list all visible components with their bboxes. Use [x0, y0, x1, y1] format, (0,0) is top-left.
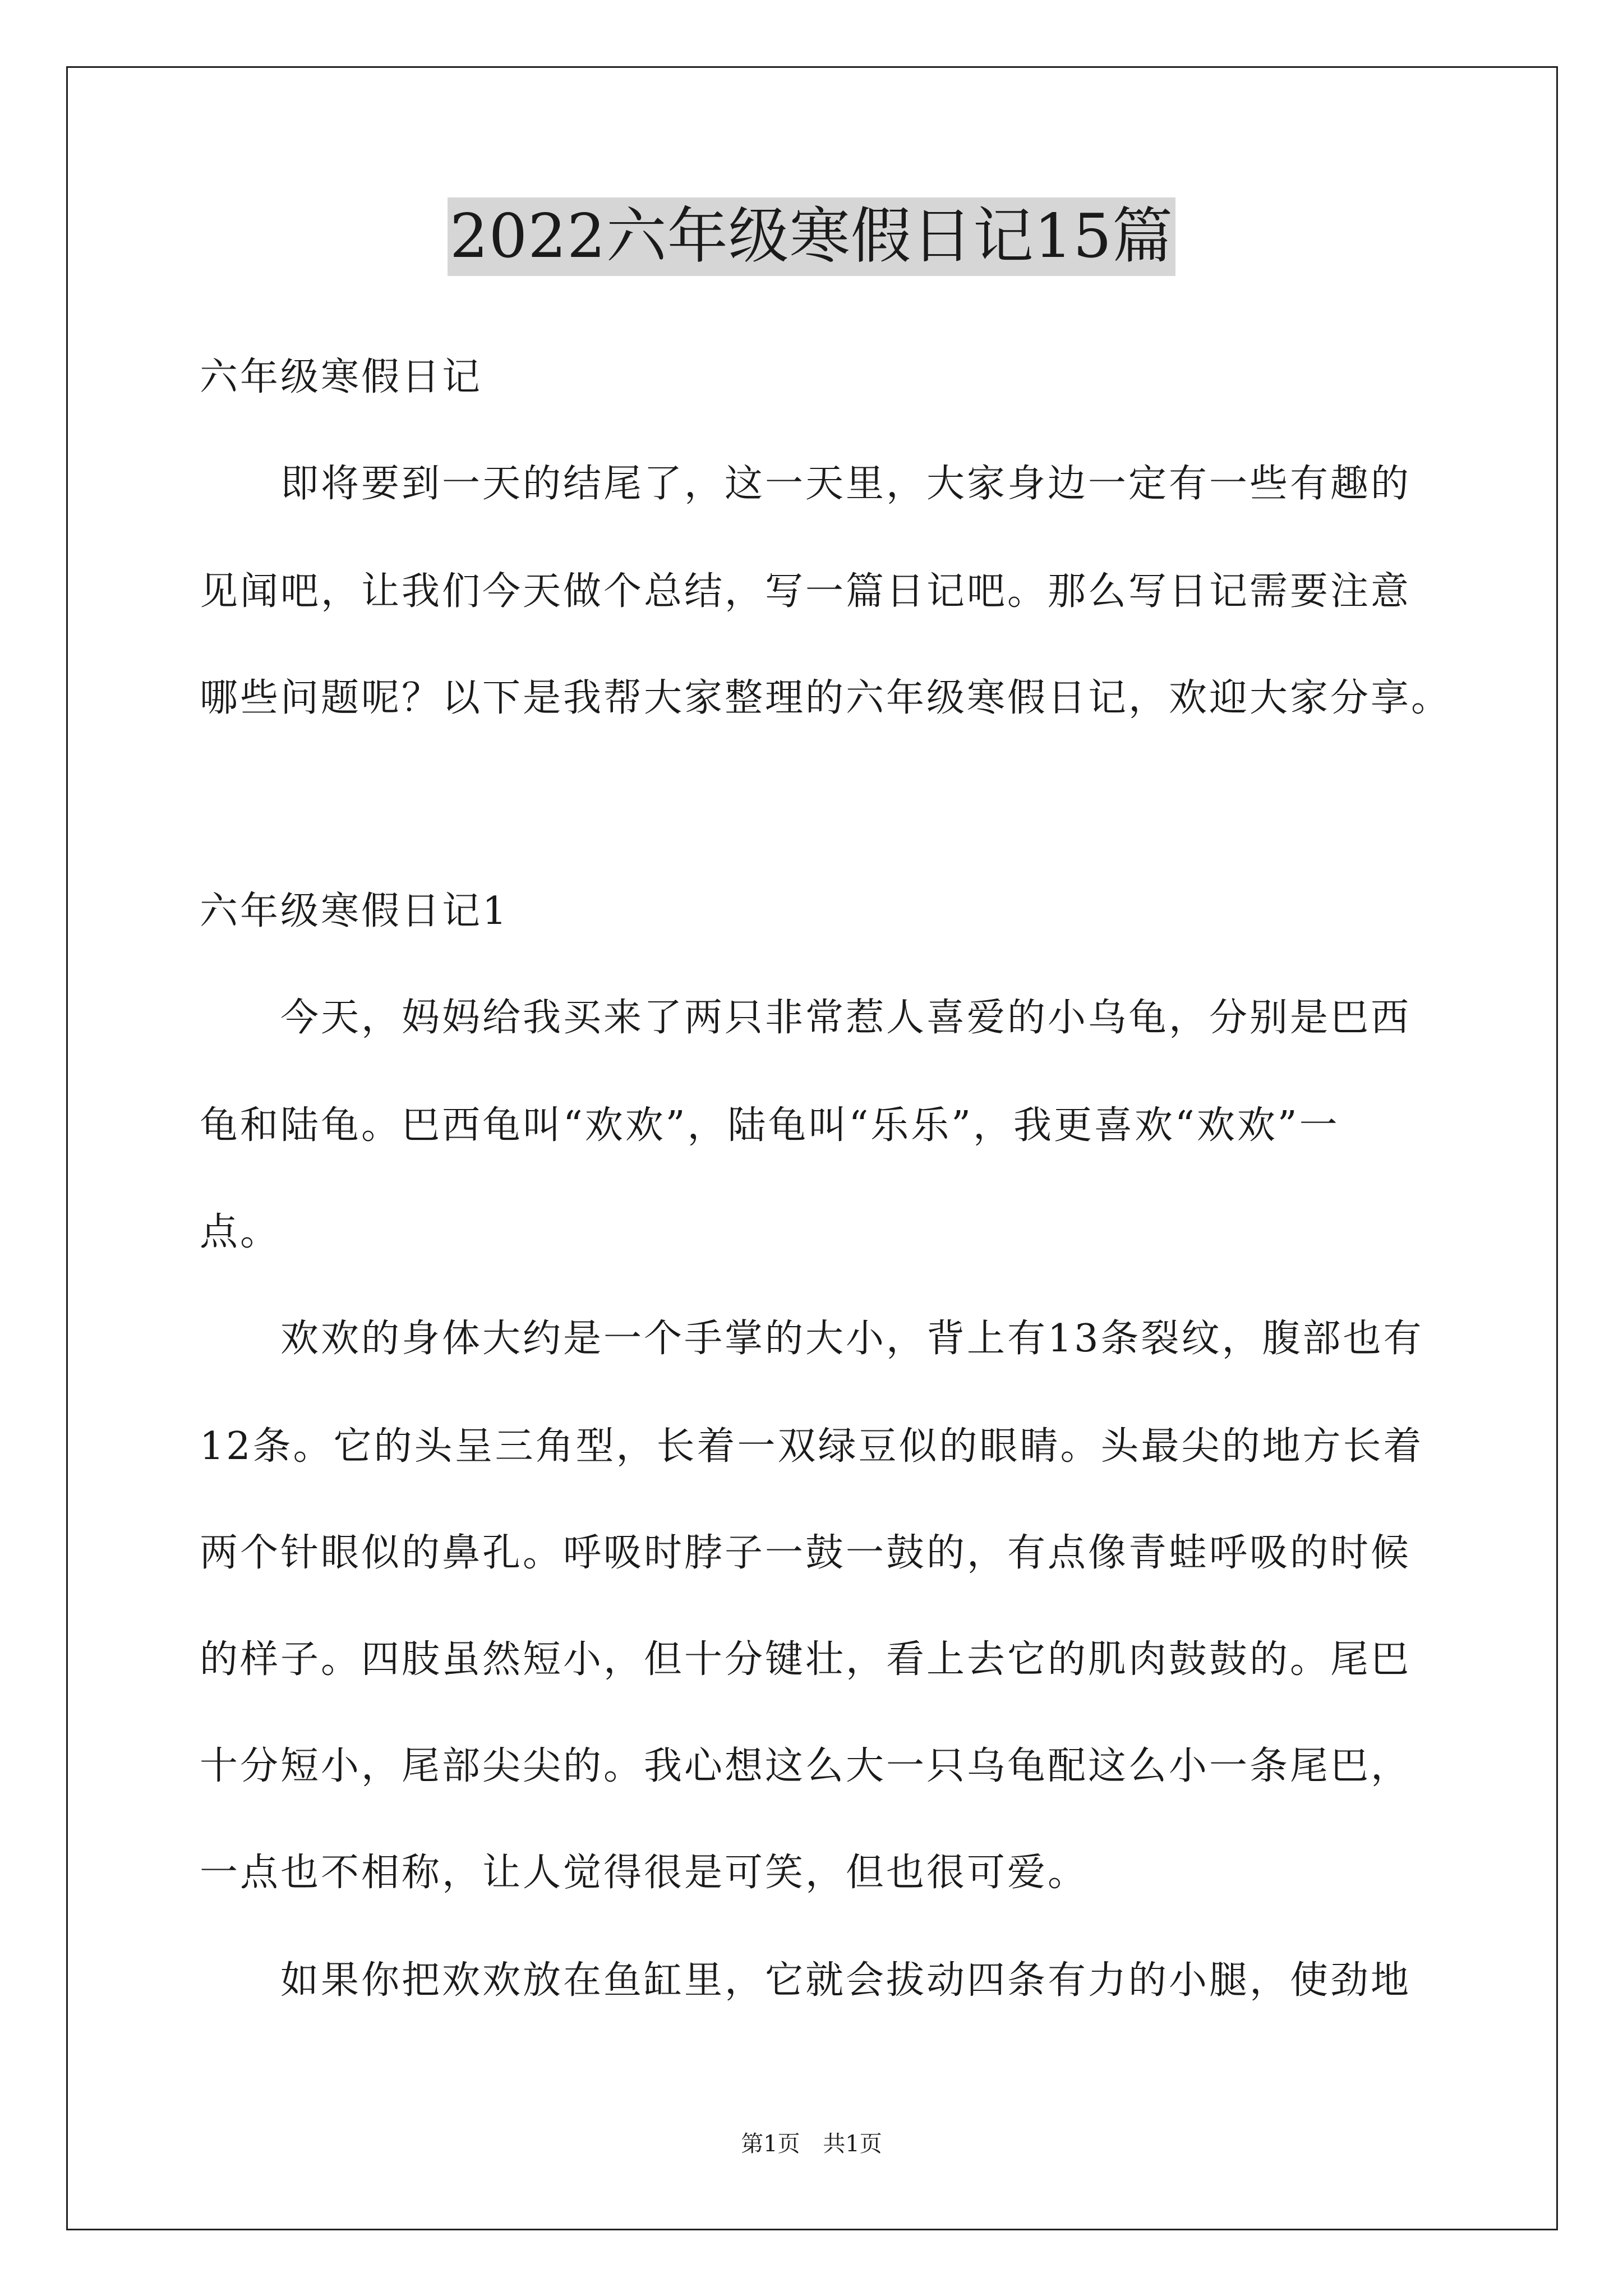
entry1-para1-line: 点。: [200, 1210, 281, 1254]
intro-line: 见闻吧，让我们今天做个总结，写一篇日记吧。那么写日记需要注意: [200, 569, 1412, 614]
entry1-para3-line: 如果你把欢欢放在鱼缸里，它就会拔动四条有力的小腿，使劲地: [280, 1958, 1412, 2003]
entry1-para2-line: 的样子。四肢虽然短小，但十分键壮，看上去它的肌肉鼓鼓的。尾巴: [200, 1637, 1412, 1682]
entry1-heading: 六年级寒假日记1: [200, 889, 509, 933]
entry1-para2-line: 12条。它的头呈三角型，长着一双绿豆似的眼睛。头最尖的地方长着: [200, 1424, 1424, 1469]
title-wrap: [0, 197, 1623, 276]
intro-line: 哪些问题呢？以下是我帮大家整理的六年级寒假日记，欢迎大家分享。: [200, 676, 1452, 720]
entry1-para2-line: 一点也不相称，让人觉得很是可笑，但也很可爱。: [200, 1851, 1089, 1895]
entry1-para1-line: 龟和陆龟。巴西龟叫“欢欢”，陆龟叫“乐乐”，我更喜欢“欢欢”一: [200, 1103, 1340, 1148]
entry1-para2-line: 两个针眼似的鼻孔。呼吸时脖子一鼓一鼓的，有点像青蛙呼吸的时候: [200, 1531, 1412, 1575]
entry1-para2-line: 十分短小，尾部尖尖的。我心想这么大一只乌龟配这么小一条尾巴，: [200, 1744, 1412, 1788]
page-number-current: 第1页: [741, 2131, 800, 2157]
page-number-total: 共1页: [823, 2131, 882, 2157]
page-footer: [0, 2130, 1623, 2158]
document-title: 2022六年级寒假日记15篇: [448, 197, 1175, 276]
intro-line: 即将要到一天的结尾了，这一天里，大家身边一定有一些有趣的: [280, 462, 1412, 506]
entry1-para2-line: 欢欢的身体大约是一个手掌的大小，背上有13条裂纹，腹部也有: [280, 1317, 1424, 1361]
intro-heading: 六年级寒假日记: [200, 355, 483, 399]
entry1-para1-line: 今天，妈妈给我买来了两只非常惹人喜爱的小乌龟，分别是巴西: [280, 996, 1412, 1040]
